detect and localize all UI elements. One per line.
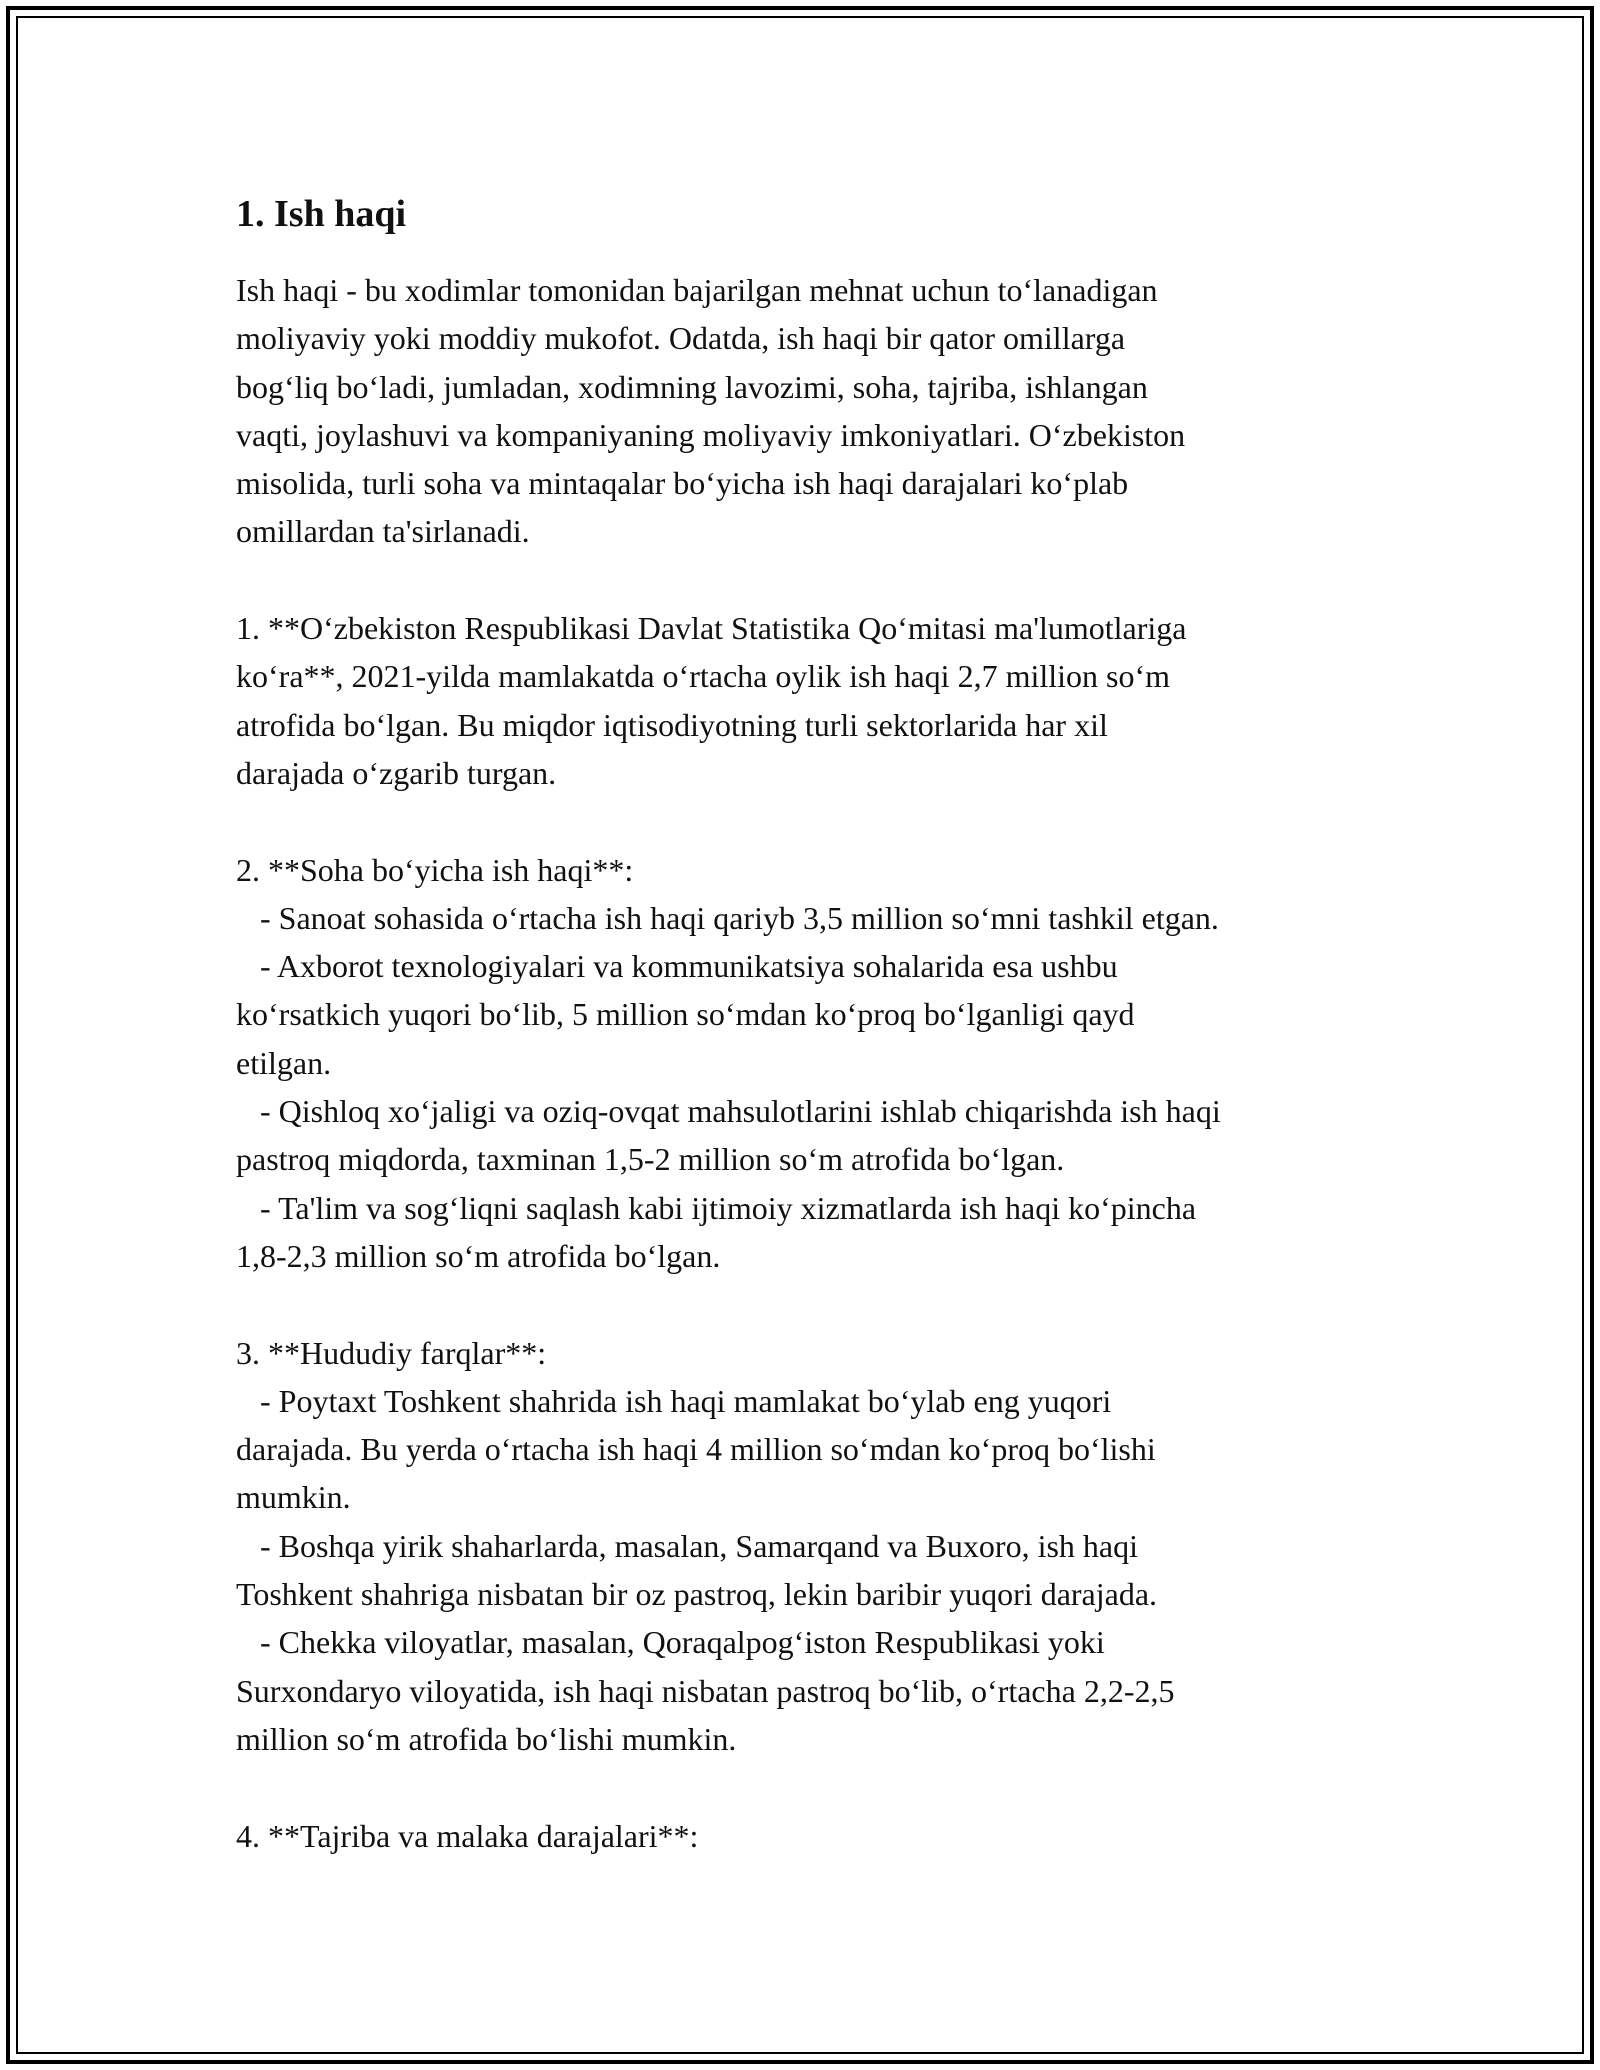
text-line: bog‘liq bo‘ladi, jumladan, xodimning lavozimi, soha, tajriba, ishlangan: [236, 368, 1148, 405]
paragraph-spacer: [236, 556, 1376, 604]
text-line: atrofida bo‘lgan. Bu miqdor iqtisodiyotning turli sektorlarida har xil: [236, 706, 1108, 743]
text-line: Toshkent shahriga nisbatan bir oz pastroq, lekin baribir yuqori darajada.: [236, 1576, 1158, 1613]
text-line: darajada. Bu yerda o‘rtacha ish haqi 4 million so‘mdan ko‘proq bo‘lishi: [236, 1431, 1156, 1468]
text-line: mumkin.: [236, 1479, 351, 1516]
paragraph-spacer: [236, 797, 1376, 845]
text-line: vaqti, joylashuvi va kompaniyaning moliyaviy imkoniyatlari. O‘zbekiston: [236, 416, 1186, 453]
paragraph-spacer: [236, 1280, 1376, 1328]
text-line: 1,8-2,3 million so‘m atrofida bo‘lgan.: [236, 1237, 721, 1274]
text-line: - Poytaxt Toshkent shahrida ish haqi mamlakat bo‘ylab eng yuqori: [236, 1382, 1112, 1419]
point-4-experience: [236, 1812, 1376, 1860]
section-heading: 1. Ish haqi: [236, 193, 407, 235]
text-line: million so‘m atrofida bo‘lishi mumkin.: [236, 1720, 737, 1757]
text-line: darajada o‘zgarib turgan.: [236, 754, 557, 791]
text-line: 1. **O‘zbekiston Respublikasi Davlat Statistika Qo‘mitasi ma'lumotlariga: [236, 610, 1187, 647]
text-line: omillardan ta'sirlanadi.: [236, 513, 530, 550]
text-line: - Axborot texnologiyalari va kommunikatsiya sohalarida esa ushbu: [236, 948, 1118, 985]
text-line: - Sanoat sohasida o‘rtacha ish haqi qariyb 3,5 million so‘mni tashkil etgan.: [236, 899, 1219, 936]
text-line: ko‘rsatkich yuqori bo‘lib, 5 million so‘mdan ko‘proq bo‘lganligi qayd: [236, 996, 1135, 1033]
text-line: Ish haqi - bu xodimlar tomonidan bajarilgan mehnat uchun to‘lanadigan: [236, 272, 1158, 308]
text-line: etilgan.: [236, 1044, 332, 1081]
text-line: - Chekka viloyatlar, masalan, Qoraqalpog‘iston Respublikasi yoki: [236, 1624, 1105, 1661]
text-line: Surxondaryo viloyatida, ish haqi nisbatan pastroq bo‘lib, o‘rtacha 2,2-2,5: [236, 1672, 1175, 1709]
text-line: - Qishloq xo‘jaligi va oziq-ovqat mahsulotlarini ishlab chiqarishda ish haqi: [236, 1093, 1221, 1130]
text-line: moliyaviy yoki moddiy mukofot. Odatda, ish haqi bir qator omillarga: [236, 320, 1126, 357]
text-line: 2. **Soha bo‘yicha ish haqi**:: [236, 851, 634, 888]
paragraph-spacer: [236, 1763, 1376, 1811]
intro-paragraph: [236, 266, 1376, 556]
text-line: 3. **Hududiy farqlar**:: [236, 1334, 547, 1371]
text-line: ko‘ra**, 2021-yilda mamlakatda o‘rtacha oylik ish haqi 2,7 million so‘m: [236, 658, 1171, 695]
document-body: [236, 190, 1376, 1860]
text-line: pastroq miqdorda, taxminan 1,5-2 million so‘m atrofida bo‘lgan.: [236, 1141, 1065, 1178]
point-2-sector-wages: [236, 846, 1376, 1281]
point-1-statistics: [236, 604, 1376, 797]
text-line: 4. **Tajriba va malaka darajalari**:: [236, 1817, 699, 1854]
text-line: misolida, turli soha va mintaqalar bo‘yicha ish haqi darajalari ko‘plab: [236, 465, 1129, 502]
point-3-regional-differences: [236, 1329, 1376, 1764]
text-line: - Boshqa yirik shaharlarda, masalan, Samarqand va Buxoro, ish haqi: [236, 1527, 1138, 1564]
text-line: - Ta'lim va sog‘liqni saqlash kabi ijtimoiy xizmatlarda ish haqi ko‘pincha: [236, 1189, 1197, 1226]
